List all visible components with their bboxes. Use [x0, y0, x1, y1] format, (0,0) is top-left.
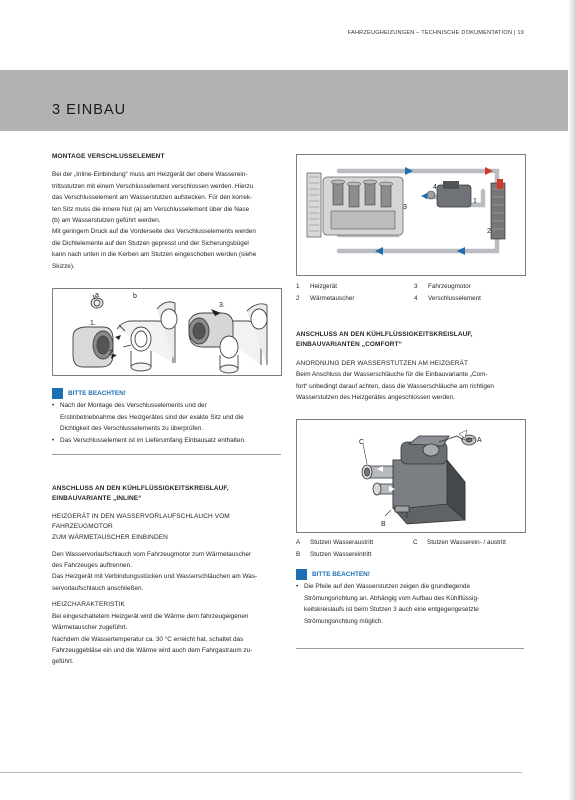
- text-line: Nachdem die Wassertemperatur ca. 30 °C erreicht hat, schaltet das: [52, 635, 244, 643]
- inline-heading: [52, 484, 282, 505]
- text-line: geführt.: [52, 658, 74, 666]
- comfort-subheading: ANORDNUNG DER WASSERSTUTZEN AM HEIZGERÄT: [296, 359, 469, 367]
- figure-step-1: 1.: [90, 320, 96, 327]
- heater-nozzle-diagram: [296, 419, 526, 533]
- note-bullet: [296, 581, 528, 627]
- heater-nozzle-sketch: [297, 420, 525, 532]
- page-bottom-rule: [0, 772, 522, 773]
- section-divider: [52, 454, 281, 455]
- note-info-icon: [296, 569, 307, 580]
- running-header: FAHRZEUGHEIZUNGEN – TECHNISCHE DOKUMENTATION | 19: [347, 30, 524, 36]
- legend-text: Stutzen Wasserein- / austritt: [427, 539, 506, 546]
- legend-text: Fahrzeugmotor: [428, 283, 471, 290]
- left-column-top: [52, 152, 282, 272]
- text-line: Mit geringem Druck auf die Vorderseite des Verschlusselements werden: [52, 228, 256, 236]
- heiz-text: [52, 611, 282, 668]
- bullet-line: • Die Pfeile auf den Wasserstutzen zeigen die grundlegende: [304, 583, 471, 591]
- figure-step-3: 3.: [219, 302, 225, 309]
- legend-num: 1: [296, 283, 300, 290]
- legend-text: Wärmetauscher: [310, 295, 355, 302]
- legend-num: 4: [414, 295, 418, 302]
- text-line: Skizze).: [52, 262, 75, 270]
- text-line: (b) am Wasserstutzen geführt werden.: [52, 217, 161, 225]
- comfort-section: [296, 330, 528, 404]
- chapter-title: 3 EINBAU: [52, 102, 127, 118]
- legend-text: Heizgerät: [310, 283, 337, 290]
- chapter-band: [0, 70, 568, 131]
- text-line: das Verschlusselement am Wasserstutzen aufstecken. Für den korrek-: [52, 194, 253, 202]
- text-line: fort“ unbedingt darauf achten, dass die Wasserschläuche am richtigen: [296, 382, 494, 390]
- legend-key: A: [296, 539, 301, 546]
- heading-line: ANSCHLUSS AN DEN KÜHLFLÜSSIGKEITSKREISLAUF,: [296, 331, 473, 338]
- comfort-heading: [296, 330, 528, 351]
- text-line: Wasserstutzen des Heizgerätes angeschlossen werden.: [296, 394, 455, 402]
- text-line: Beim Anschluss der Wasserschläuche für die Einbauvariante „Com-: [296, 371, 488, 379]
- legend-1: [296, 281, 526, 305]
- legend-num: 2: [296, 295, 300, 302]
- text-line: Das Heizgerät mit Verbindungsstücken und Wasserschläuchen am Was-: [52, 573, 258, 581]
- bullet-line: • Das Verschlusselement ist im Lieferumfang Einbausatz enthalten.: [60, 436, 246, 444]
- diagram1-label-1: 1: [473, 198, 477, 205]
- bullet-line: Erstinbetriebnahme des Heizgerätes sind der exakte Sitz und die: [60, 413, 244, 421]
- legend-text: Verschlusselement: [428, 295, 481, 302]
- text-line: Fahrzeuggebläse ein und die Wärme wird auch dem Fahrgastraum zu-: [52, 647, 253, 655]
- section-divider: [296, 648, 524, 649]
- heading-line: ANSCHLUSS AN DEN KÜHLFLÜSSIGKEITSKREISLAUF,: [52, 485, 229, 492]
- text-line: Bei der „Inline-Einbindung“ muss am Heizgerät der obere Wasserein-: [52, 171, 248, 179]
- diagram1-label-3: 3: [403, 204, 407, 211]
- note-1: [52, 388, 282, 446]
- text-line: Wärmetauscher zugeführt.: [52, 624, 128, 632]
- text-line: Den Wasservorlaufschlauch vom Fahrzeugmotor zum Wärmetauscher: [52, 550, 252, 558]
- text-line: ten Sitz muss die innere Nut (a) am Verschlusselement über die Nase: [52, 205, 250, 213]
- diagram2-label-a: A: [477, 437, 482, 444]
- legend-text: Stutzen Wassereintritt: [310, 551, 372, 558]
- note-info-icon: [52, 388, 63, 399]
- figure-label-a: a: [95, 292, 99, 299]
- note-bullet: [52, 400, 282, 434]
- legend-key: C: [413, 539, 418, 546]
- page-edge-shadow: [568, 0, 576, 800]
- diagram1-label-4: 4: [433, 184, 437, 191]
- figure-step-2: 2.: [109, 350, 115, 357]
- bullet-line: Dichtigkeit des Verschlusselements zu überprüfen.: [60, 425, 204, 433]
- legend-2: [296, 537, 526, 561]
- text-line: servorlaufschlauch anschließen.: [52, 584, 144, 592]
- subheading-line: ZUM WÄRMETAUSCHER EINBINDEN: [52, 534, 168, 541]
- figure-label-b: b: [133, 293, 137, 300]
- note-bullet: [52, 435, 282, 446]
- inline-subheading: [52, 512, 282, 544]
- note-2: [296, 569, 528, 627]
- inline-section: [52, 484, 282, 668]
- diagram1-label-2: 2: [487, 228, 491, 235]
- heiz-heading: HEIZCHARAKTERISTIK: [52, 601, 125, 609]
- legend-key: B: [296, 551, 301, 558]
- inline-text: [52, 549, 282, 595]
- bullet-line: • Nach der Montage des Verschlusselements und der: [60, 402, 207, 410]
- text-line: trittsstutzen mit einem Verschlusselement verschlossen werden. Hierzu: [52, 182, 254, 190]
- text-line: kann nach unten in die Kerben am Stutzen eingeschoben werden (siehe: [52, 251, 257, 259]
- diagram2-label-c: C: [359, 439, 365, 446]
- bullet-line: keitskreislaufs ist beim Stutzen 3 auch eine entgegengesetzte: [304, 606, 479, 614]
- montage-heading: MONTAGE VERSCHLUSSELEMENT: [52, 153, 165, 160]
- heading-line: EINBAUVARIANTE „INLINE“: [52, 495, 142, 503]
- closure-element-sketch: [53, 289, 281, 375]
- legend-text: Stutzen Wasseraustritt: [310, 539, 374, 546]
- montage-text: [52, 169, 282, 272]
- text-line: die Dichtelemente auf den Stutzen gepresst und der Sicherungsbügel: [52, 239, 249, 247]
- text-line: des Fahrzeuges auftrennen.: [52, 562, 132, 569]
- note-title: BITTE BEACHTEN!: [312, 571, 370, 578]
- circuit-sketch: [297, 155, 525, 275]
- text-line: Bei eingeschaltetem Heizgerät wird die Wärme dem fahrzeugeigenen: [52, 612, 249, 620]
- note-title: BITTE BEACHTEN!: [68, 390, 126, 397]
- bullet-line: Strömungsrichtung möglich.: [304, 617, 384, 625]
- comfort-text: [296, 369, 528, 403]
- diagram2-label-b: B: [381, 521, 386, 528]
- heading-line: EINBAUVARIANTEN „COMFORT“: [296, 341, 403, 349]
- bullet-line: Strömungsrichtung an. Abhängig vom Aufbau des Kühlflüssig-: [304, 594, 480, 602]
- closure-element-figure: [52, 288, 282, 376]
- circuit-diagram: [296, 154, 526, 276]
- subheading-line: HEIZGERÄT IN DEN WASSERVORLAUFSCHLAUCH VOM FAHRZEUGMOTOR: [52, 512, 230, 531]
- legend-num: 3: [414, 283, 418, 290]
